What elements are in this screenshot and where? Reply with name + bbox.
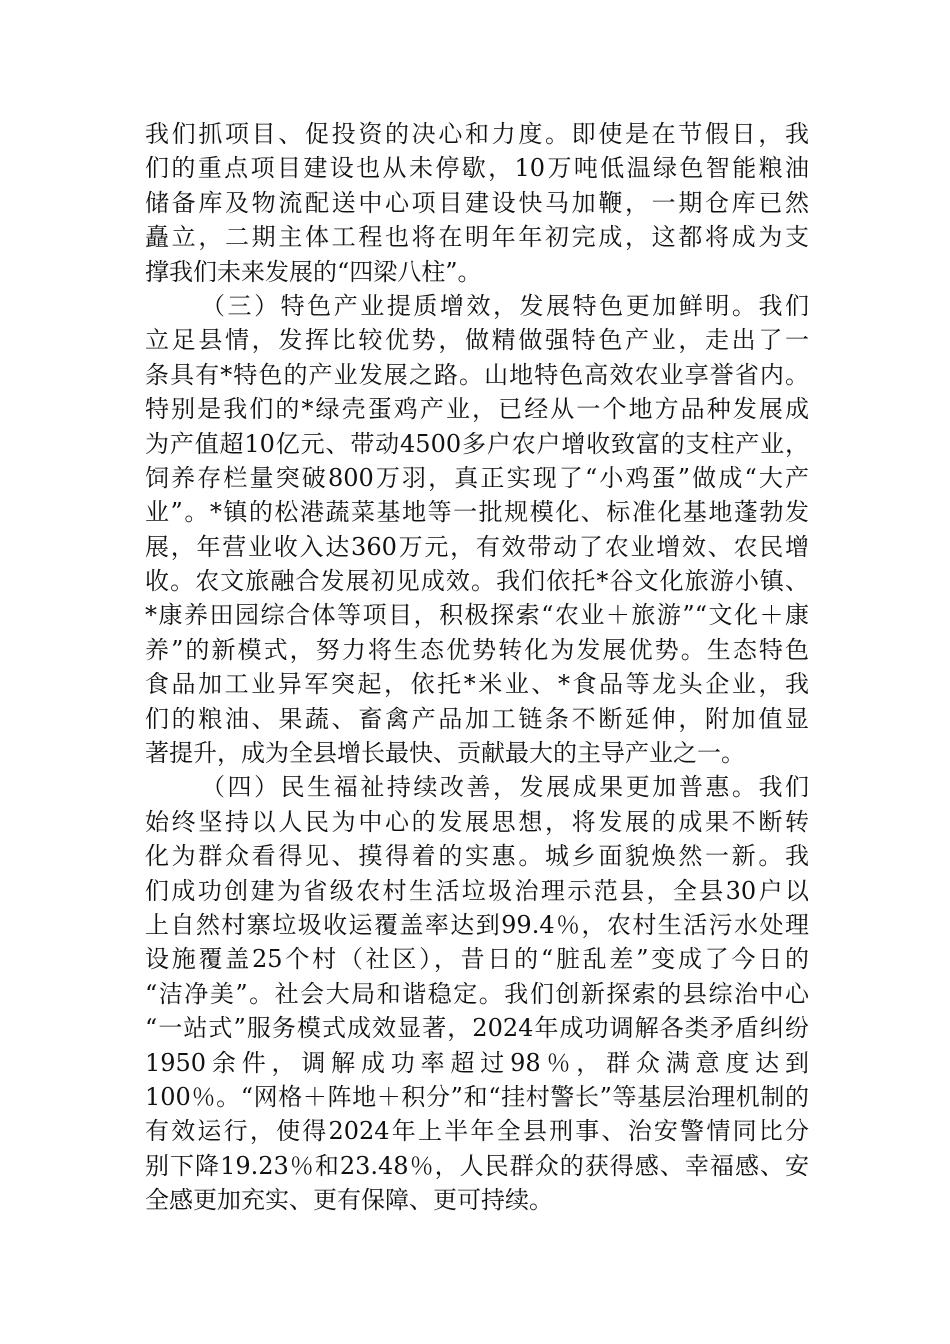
text-line: 立足县情，发挥比较优势，做精做强特色产业，走出了一: [145, 326, 809, 355]
text-line: 饲养存栏量突破800万羽，真正实现了“小鸡蛋”做成“大产: [145, 463, 809, 492]
document-body: [145, 117, 809, 1218]
text-line: 们的重点项目建设也从未停歇，10万吨低温绿色智能粮油: [145, 154, 809, 183]
text-line: 矗立，二期主体工程也将在明年年初完成，这都将成为支: [145, 223, 809, 252]
text-line: 收。农文旅融合发展初见成效。我们依托*谷文化旅游小镇、: [145, 567, 809, 596]
text-line: 为产值超10亿元、带动4500多户农户增收致富的支柱产业，: [145, 429, 809, 458]
text-line: 储备库及物流配送中心项目建设快马加鞭，一期仓库已然: [145, 188, 809, 217]
text-line: 上自然村寨垃圾收运覆盖率达到99.4％，农村生活污水处理: [145, 910, 809, 939]
text-line: 1950余件，调解成功率超过98％，群众满意度达到: [145, 1048, 809, 1077]
text-line: 别下降19.23％和23.48％，人民群众的获得感、幸福感、安: [145, 1151, 809, 1180]
text-line: 们的粮油、果蔬、畜禽产品加工链条不断延伸，附加值显: [145, 704, 809, 733]
text-line: 著提升，成为全县增长最快、贡献最大的主导产业之一。: [145, 739, 745, 768]
text-line: 设施覆盖25个村（社区），昔日的“脏乱差”变成了今日的: [145, 945, 809, 974]
text-line: 养”的新模式，努力将生态优势转化为发展优势。生态特色: [145, 635, 809, 664]
text-line: 们成功创建为省级农村生活垃圾治理示范县，全县30户以: [145, 876, 809, 905]
text-line: 展，年营业收入达360万元，有效带动了农业增效、农民增: [145, 532, 809, 561]
text-line: “洁净美”。社会大局和谐稳定。我们创新探索的县综治中心: [145, 979, 809, 1008]
text-line: 100％。“网格＋阵地＋积分”和“挂村警长”等基层治理机制的: [145, 1082, 809, 1111]
text-line: 有效运行，使得2024年上半年全县刑事、治安警情同比分: [145, 1117, 809, 1146]
text-line: 条具有*特色的产业发展之路。山地特色高效农业享誉省内。: [145, 360, 809, 389]
text-line: 业”。*镇的松港蔬菜基地等一批规模化、标准化基地蓬勃发: [145, 498, 809, 527]
section-heading-line: （三）特色产业提质增效，发展特色更加鲜明。我们: [201, 291, 809, 320]
text-line: *康养田园综合体等项目，积极探索“农业＋旅游”“文化＋康: [145, 601, 809, 630]
text-line: “一站式”服务模式成效显著，2024年成功调解各类矛盾纠纷: [145, 1014, 809, 1043]
text-line: 食品加工业异军突起，依托*米业、*食品等龙头企业，我: [145, 670, 809, 699]
text-line: 特别是我们的*绿壳蛋鸡产业，已经从一个地方品种发展成: [145, 395, 809, 424]
text-line: 化为群众看得见、摸得着的实惠。城乡面貌焕然一新。我: [145, 842, 809, 871]
text-line: 全感更加充实、更有保障、更可持续。: [145, 1186, 553, 1215]
text-line: 我们抓项目、促投资的决心和力度。即使是在节假日，我: [145, 120, 809, 148]
text-line: 始终坚持以人民为中心的发展思想，将发展的成果不断转: [145, 807, 809, 836]
text-line: 撑我们未来发展的“四梁八柱”。: [145, 257, 482, 286]
section-heading-line: （四）民生福祉持续改善，发展成果更加普惠。我们: [201, 773, 809, 802]
